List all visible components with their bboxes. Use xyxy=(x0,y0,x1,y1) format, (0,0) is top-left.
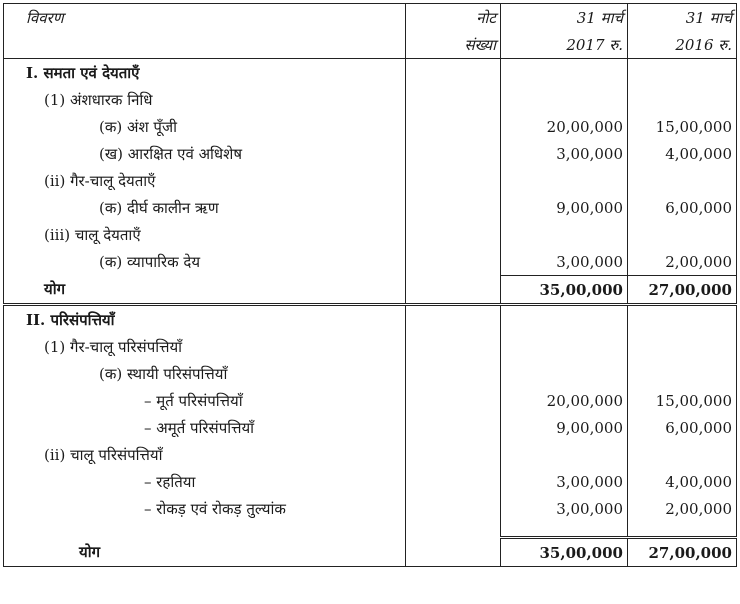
value-2016: 4,00,000 xyxy=(628,140,737,167)
row-label: (ख) आरक्षित एवं अधिशेष xyxy=(4,140,406,167)
header-2017-date: 31 मार्च xyxy=(501,4,628,32)
header-2017-year: 2017 रु. xyxy=(501,31,628,59)
table-row xyxy=(4,140,737,167)
section1-title-row xyxy=(4,59,737,87)
table-row xyxy=(4,113,737,140)
value-2016: 15,00,000 xyxy=(628,387,737,414)
value-2017: 3,00,000 xyxy=(501,248,628,276)
header-note-number: संख्या xyxy=(406,31,501,59)
value-2017: 9,00,000 xyxy=(501,194,628,221)
section1-title: I. समता एवं देयताएँ xyxy=(4,59,406,87)
header-2016-year: 2016 रु. xyxy=(628,31,737,59)
table-row xyxy=(4,333,737,360)
table-row xyxy=(4,194,737,221)
section1-total-2016: 27,00,000 xyxy=(628,276,737,305)
section2-title: II. परिसंपत्तियाँ xyxy=(4,305,406,334)
header-row-1 xyxy=(4,4,737,32)
value-2016: 6,00,000 xyxy=(628,414,737,441)
section2-total-row xyxy=(4,538,737,567)
section2-total-label: योग xyxy=(4,538,406,567)
value-2016: 4,00,000 xyxy=(628,468,737,495)
table-row xyxy=(4,248,737,276)
section1-sub3: (iii) चालू देयताएँ xyxy=(4,221,406,248)
table-row xyxy=(4,221,737,248)
section1-total-label: योग xyxy=(4,276,406,305)
spacer-row xyxy=(4,522,737,538)
section2-sub1a: (क) स्थायी परिसंपत्तियाँ xyxy=(4,360,406,387)
row-label: – रोकड़ एवं रोकड़ तुल्यांक xyxy=(4,495,406,522)
value-2016: 2,00,000 xyxy=(628,495,737,522)
value-2016: 6,00,000 xyxy=(628,194,737,221)
table-row xyxy=(4,441,737,468)
table-row xyxy=(4,495,737,522)
value-2017: 9,00,000 xyxy=(501,414,628,441)
value-2017: 3,00,000 xyxy=(501,495,628,522)
section1-total-row xyxy=(4,276,737,305)
row-label: (क) अंश पूँजी xyxy=(4,113,406,140)
row-label: (क) व्यापारिक देय xyxy=(4,248,406,276)
section2-total-2016: 27,00,000 xyxy=(628,538,737,567)
table-row xyxy=(4,414,737,441)
value-2016: 2,00,000 xyxy=(628,248,737,276)
table-row xyxy=(4,167,737,194)
header-row-2 xyxy=(4,31,737,59)
table-row xyxy=(4,468,737,495)
row-label: – रहतिया xyxy=(4,468,406,495)
table-row xyxy=(4,387,737,414)
section2-sub1: (1) गैर-चालू परिसंपत्तियाँ xyxy=(4,333,406,360)
value-2017: 3,00,000 xyxy=(501,468,628,495)
header-2016-date: 31 मार्च xyxy=(628,4,737,32)
header-particulars: विवरण xyxy=(4,4,406,32)
row-label: (क) दीर्घ कालीन ऋण xyxy=(4,194,406,221)
value-2017: 20,00,000 xyxy=(501,113,628,140)
table-row xyxy=(4,360,737,387)
value-2016: 15,00,000 xyxy=(628,113,737,140)
table-row xyxy=(4,86,737,113)
section1-sub1: (1) अंशधारक निधि xyxy=(4,86,406,113)
section2-sub2: (ii) चालू परिसंपत्तियाँ xyxy=(4,441,406,468)
balance-sheet-table xyxy=(3,3,737,567)
section1-total-2017: 35,00,000 xyxy=(501,276,628,305)
section2-total-2017: 35,00,000 xyxy=(501,538,628,567)
header-note: नोट xyxy=(406,4,501,32)
section2-title-row xyxy=(4,305,737,334)
value-2017: 3,00,000 xyxy=(501,140,628,167)
section1-sub2: (ii) गैर-चालू देयताएँ xyxy=(4,167,406,194)
row-label: – अमूर्त परिसंपत्तियाँ xyxy=(4,414,406,441)
value-2017: 20,00,000 xyxy=(501,387,628,414)
row-label: – मूर्त परिसंपत्तियाँ xyxy=(4,387,406,414)
